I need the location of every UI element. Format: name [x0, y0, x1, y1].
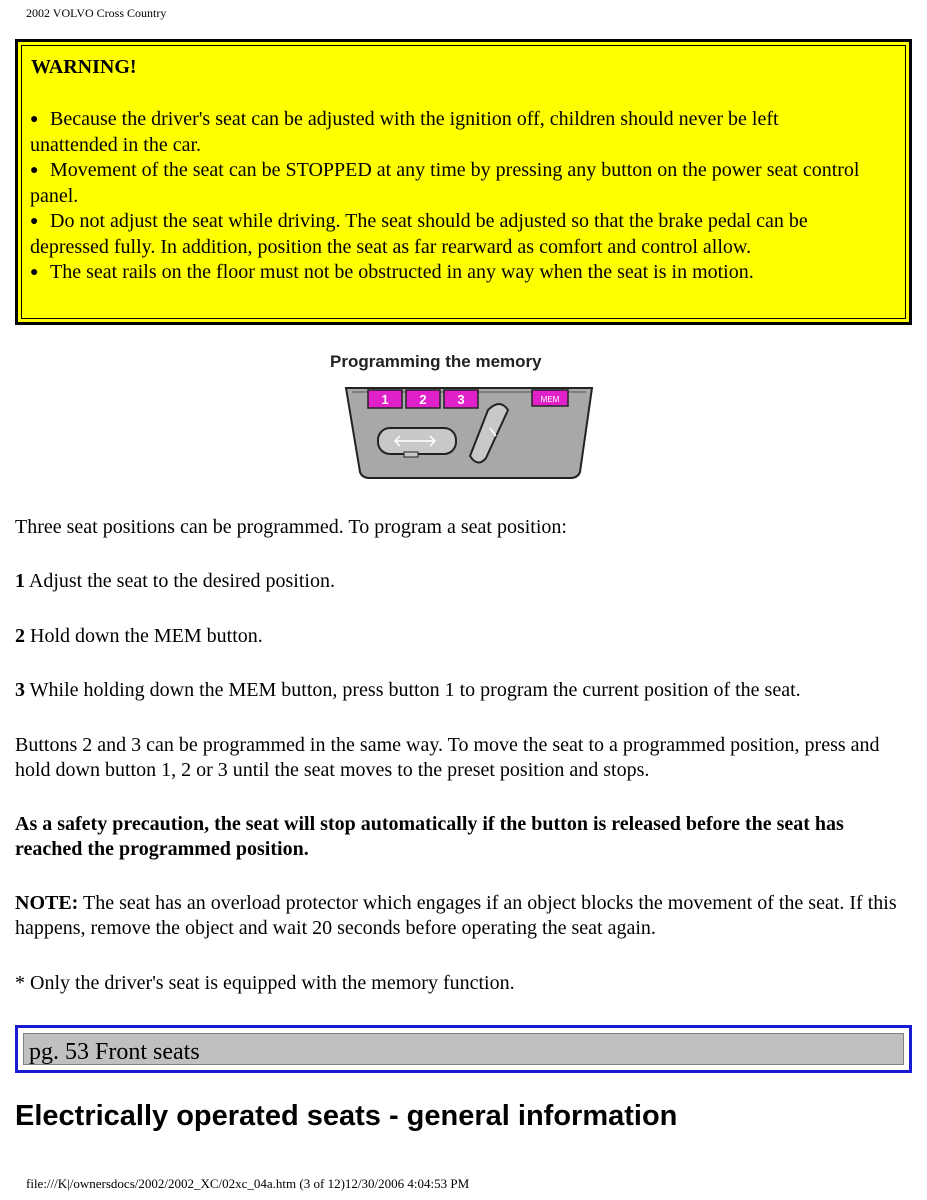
step-1 — [15, 569, 905, 594]
step-text: Hold down the MEM button. — [25, 625, 263, 647]
page-reference-text: pg. 53 Front seats — [29, 1039, 200, 1065]
document-header-title: 2002 VOLVO Cross Country — [26, 6, 167, 20]
memory-button-1 — [368, 390, 402, 408]
bullet-icon: ● — [30, 214, 39, 229]
step-text: While holding down the MEM button, press button 1 to program the current position of the seat. — [25, 679, 801, 701]
warning-item-text: Because the driver's seat can be adjusted with the ignition off, children should never be left unattended in the car. — [30, 108, 779, 156]
memory-panel-illustration — [340, 380, 600, 484]
memory-button-2 — [406, 390, 440, 408]
note-paragraph — [15, 891, 905, 941]
bullet-icon: ● — [30, 112, 39, 127]
note-text: The seat has an overload protector which engages if an object blocks the movement of the seat. If this happens, remove the object and wait 20 seconds before operating the seat again. — [15, 892, 897, 939]
mem-button — [532, 390, 568, 406]
svg-text:1: 1 — [381, 392, 389, 407]
note-label: NOTE: — [15, 892, 79, 914]
step-2 — [15, 624, 905, 649]
bullet-icon: ● — [30, 163, 39, 178]
step-number: 2 — [15, 625, 25, 647]
warning-box — [15, 39, 912, 325]
warning-item — [30, 209, 870, 260]
svg-text:2: 2 — [419, 392, 427, 407]
seat-cushion-switch-icon — [378, 428, 456, 457]
step-number: 3 — [15, 679, 25, 701]
page-reference-box — [15, 1025, 912, 1073]
svg-text:3: 3 — [457, 392, 465, 407]
warning-item-text: The seat rails on the floor must not be obstructed in any way when the seat is in motion. — [50, 261, 754, 283]
warning-item — [30, 260, 870, 286]
warning-list — [30, 107, 870, 286]
bullet-icon: ● — [30, 265, 39, 280]
footer-file-path: file:///K|/ownersdocs/2002/2002_XC/02xc_04a.htm (3 of 12)12/30/2006 4:04:53 PM — [26, 1176, 470, 1191]
step-text: Adjust the seat to the desired position. — [25, 570, 335, 592]
warning-box-inner-border — [21, 45, 906, 319]
svg-text:MEM: MEM — [540, 395, 560, 404]
warning-item-text: Do not adjust the seat while driving. The seat should be adjusted so that the brake pedal can be depressed fully. In addition, position the seat as far rearward as comfort and control allow. — [30, 210, 808, 258]
warning-title: WARNING! — [31, 56, 137, 78]
memory-button-3 — [444, 390, 478, 408]
warning-item — [30, 107, 870, 158]
safety-paragraph: As a safety precaution, the seat will stop automatically if the button is released before the seat has reached the programmed position. — [15, 813, 844, 860]
warning-item — [30, 158, 870, 209]
figure-caption: Programming the memory — [330, 352, 542, 371]
warning-item-text: Movement of the seat can be STOPPED at any time by pressing any button on the power seat control panel. — [30, 159, 860, 207]
step-3 — [15, 678, 905, 703]
section-heading: Electrically operated seats - general information — [15, 1100, 678, 1132]
intro-paragraph: Three seat positions can be programmed. To program a seat position: — [15, 516, 567, 538]
page-reference-inner — [23, 1033, 904, 1065]
step-number: 1 — [15, 570, 25, 592]
buttons-note-paragraph: Buttons 2 and 3 can be programmed in the same way. To move the seat to a programmed position, press and hold down button 1, 2 or 3 until the seat moves to the preset position and stops. — [15, 734, 880, 781]
footnote: * Only the driver's seat is equipped with the memory function. — [15, 972, 515, 994]
